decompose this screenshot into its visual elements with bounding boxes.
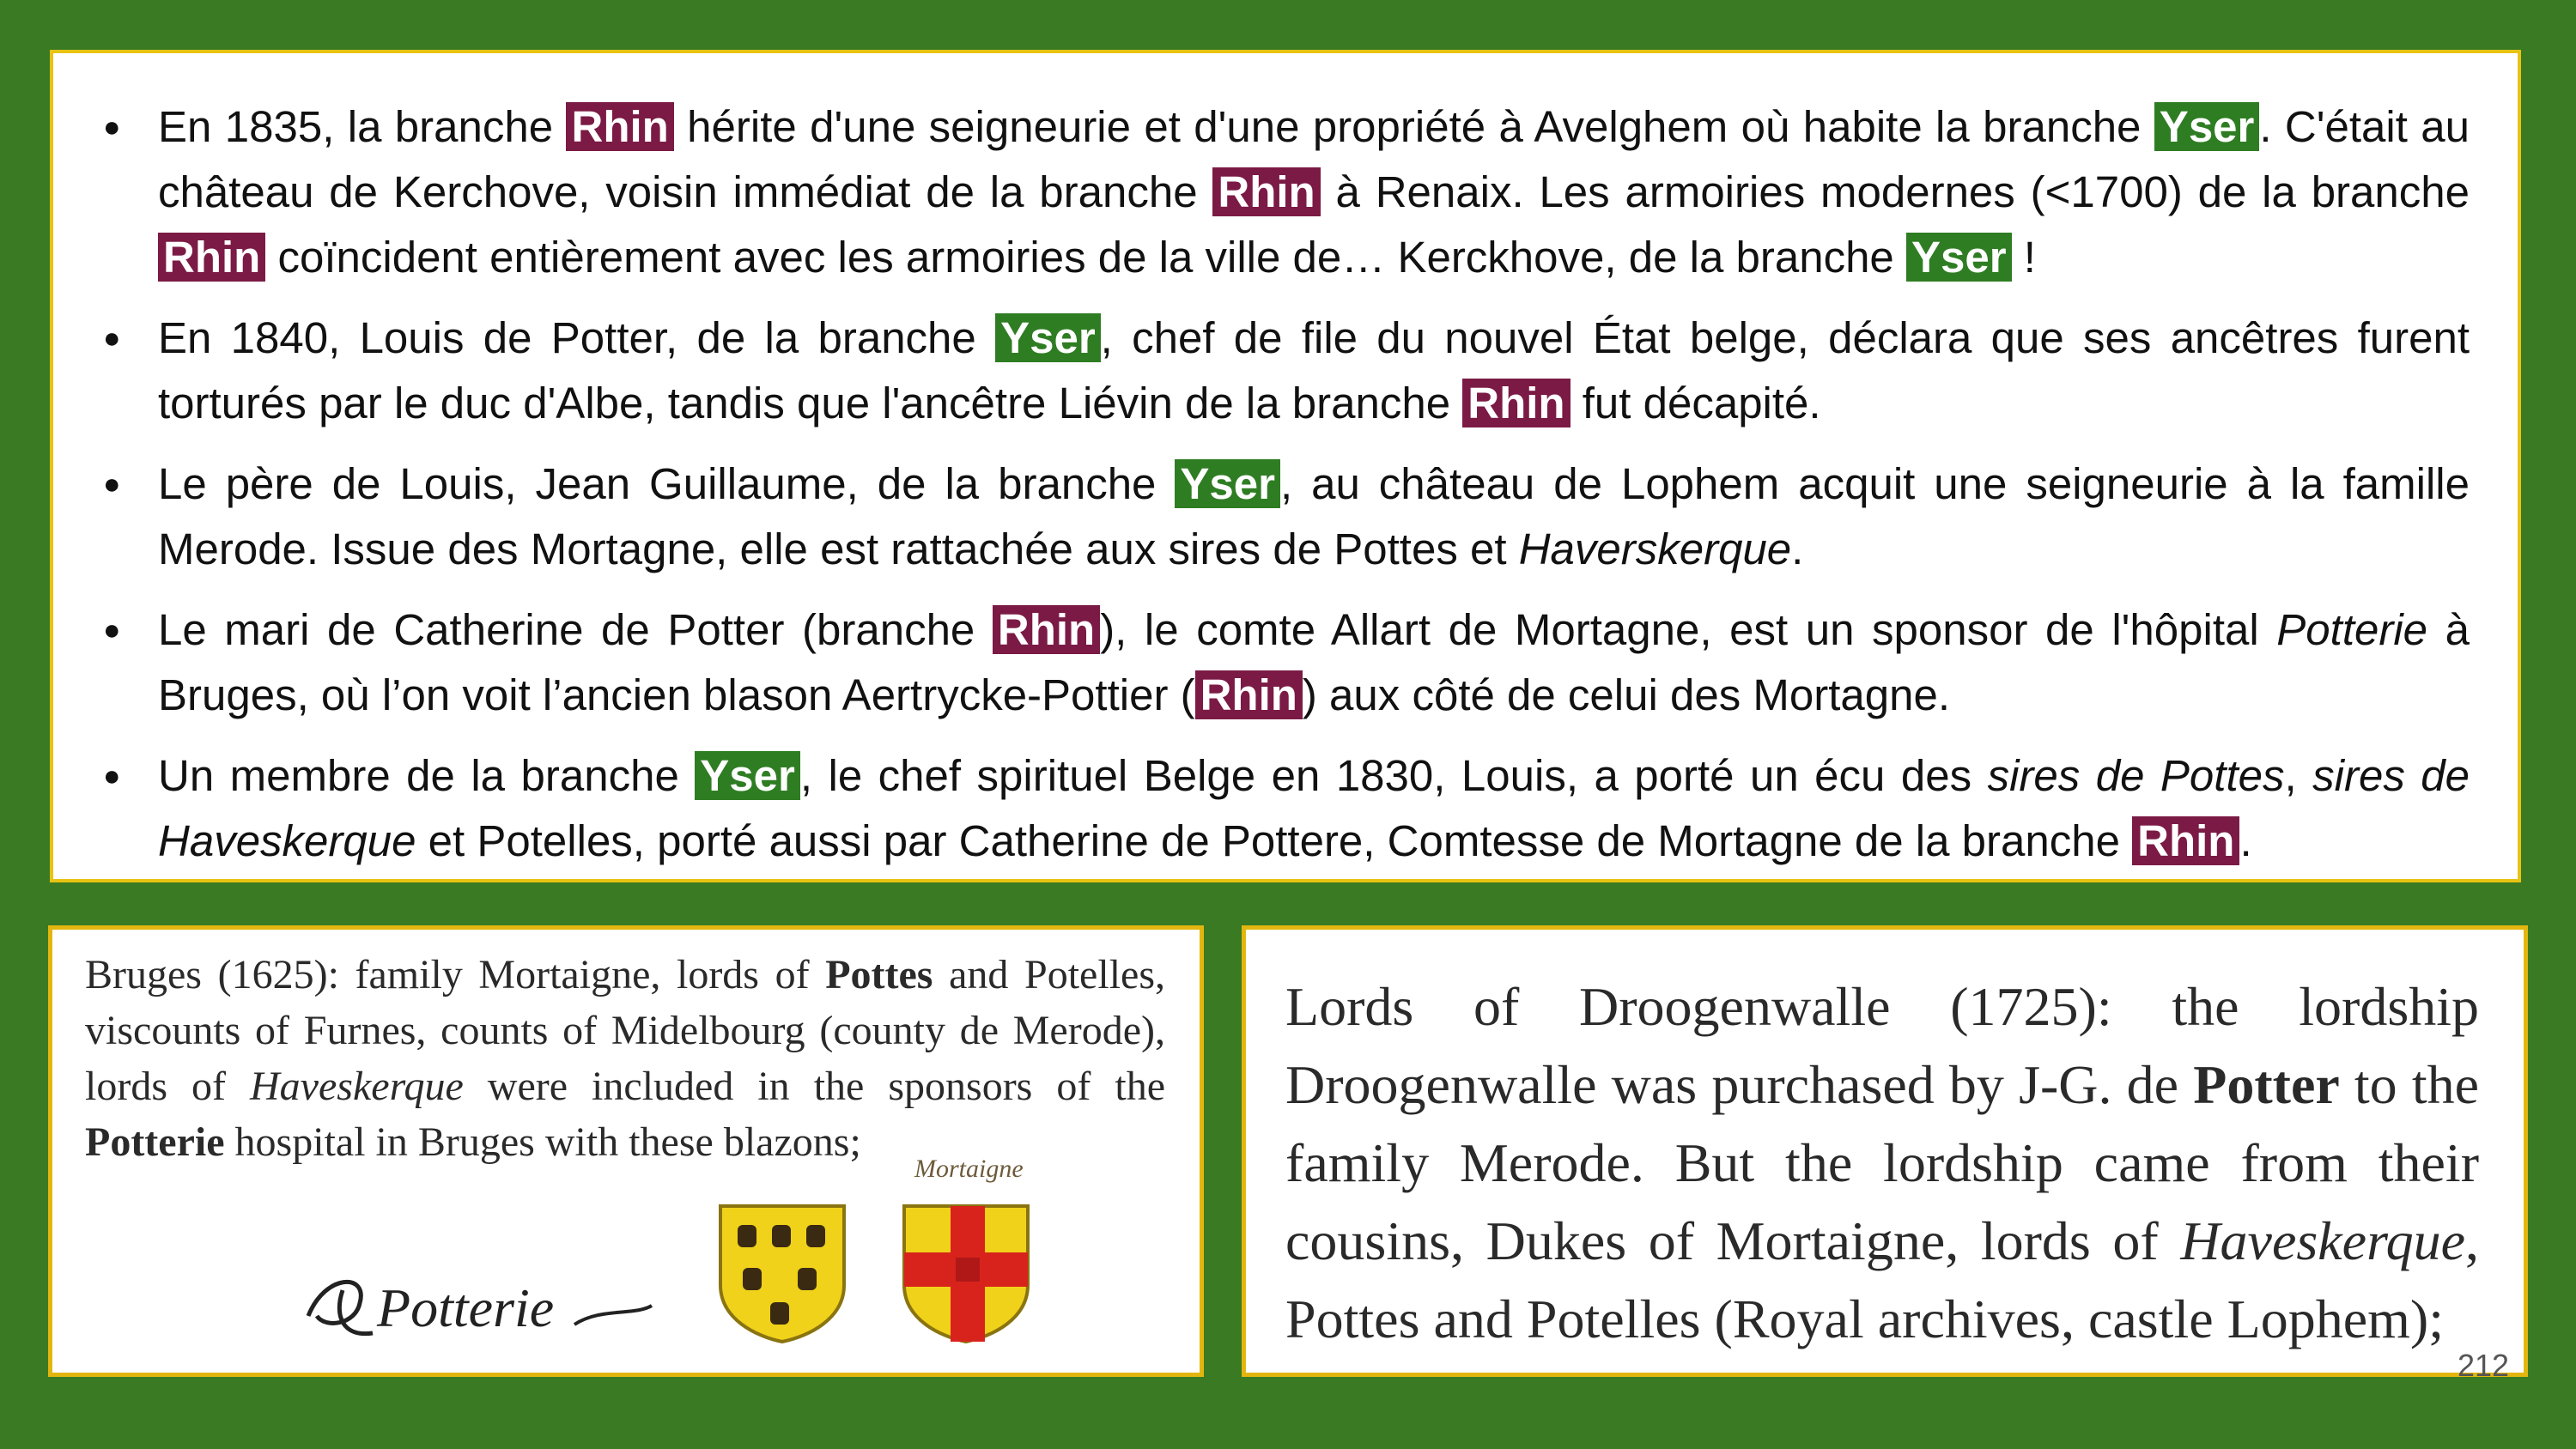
text-segment: , le chef spirituel Belge en 1830, Louis, a porté un écu des xyxy=(799,751,1988,800)
bullet-list xyxy=(96,94,2470,874)
italic-text: Potterie xyxy=(2276,605,2428,654)
droogenwalle-excerpt-panel xyxy=(1242,925,2528,1377)
text-segment: et Potelles, porté aussi par Catherine de Pottere, Comtesse de Mortagne de la branche xyxy=(416,816,2133,865)
text-segment: hérite d'une seigneurie et d'une propriété à Avelghem où habite la branche xyxy=(673,102,2154,151)
bullet-text-box xyxy=(50,50,2521,882)
bold-text: Potterie xyxy=(85,1119,225,1165)
potterie-signature-text: Potterie xyxy=(377,1277,555,1338)
text-segment: Le mari de Catherine de Potter (branche xyxy=(158,605,993,654)
bruges-quote xyxy=(85,947,1165,1170)
bold-text: Potter xyxy=(2193,1054,2340,1115)
branch-tag-yser: Yser xyxy=(1906,233,2012,282)
text-segment: ! xyxy=(2011,233,2036,282)
italic-text: sires de Haveskerque xyxy=(158,751,2470,865)
text-segment: were included in the sponsors of the xyxy=(463,1064,1166,1109)
mortaigne-coat-of-arms-icon xyxy=(897,1199,1035,1345)
italic-text: Haveskerque xyxy=(250,1064,464,1109)
text-segment: Lords of Droogenwalle (1725): the lordship Droogenwalle was purchased by J-G. de xyxy=(1285,976,2479,1115)
branch-tag-yser: Yser xyxy=(1175,459,1280,508)
italic-text: Haveskerque xyxy=(2180,1210,2465,1271)
bruges-excerpt-panel xyxy=(48,925,1204,1377)
italic-text: Haverskerque xyxy=(1518,524,1792,573)
branch-tag-yser: Yser xyxy=(995,313,1101,362)
potter-coat-of-arms-icon xyxy=(714,1199,851,1345)
bullet-item xyxy=(96,94,2470,290)
bullet-item xyxy=(96,306,2470,436)
mortaigne-caption: Mortaigne xyxy=(914,1155,1024,1183)
text-segment: and Potelles, viscounts of Furnes, counts of Midelbourg (county de Merode), lords of xyxy=(85,952,1166,1109)
text-segment: . xyxy=(2239,816,2252,865)
bold-text: Pottes xyxy=(825,952,933,997)
text-segment: Un membre de la branche xyxy=(158,751,696,800)
text-segment: En 1835, la branche xyxy=(158,102,567,151)
text-segment: à Renaix. Les armoiries modernes (<1700) de la branche xyxy=(1320,167,2470,216)
branch-tag-rhin: Rhin xyxy=(2132,816,2239,865)
text-segment: coïncident entièrement avec les armoiries de la ville de… Kerckhove, de la branche xyxy=(265,233,1906,282)
branch-tag-yser: Yser xyxy=(695,751,800,800)
text-segment: hospital in Bruges with these blazons; xyxy=(224,1119,861,1165)
bullet-item xyxy=(96,452,2470,582)
text-segment: à Bruges, où l’on voit l’ancien blason Aertrycke-Pottier ( xyxy=(158,605,2470,719)
text-segment: , au château de Lophem acquit une seigneurie à la famille Merode. Issue des Mortagne, elle est rattachée aux sires de Pottes et xyxy=(158,459,2470,573)
text-segment: . C'était au château de Kerchove, voisin immédiat de la branche xyxy=(158,102,2470,216)
bullet-item xyxy=(96,743,2470,874)
text-segment: , xyxy=(2284,751,2313,800)
text-segment: fut décapité. xyxy=(1570,379,1821,427)
branch-tag-rhin: Rhin xyxy=(1462,379,1570,427)
branch-tag-yser: Yser xyxy=(2154,102,2260,151)
text-segment: Bruges (1625): family Mortaigne, lords of xyxy=(85,952,826,997)
branch-tag-rhin: Rhin xyxy=(158,233,265,282)
text-segment: . xyxy=(1791,524,1804,573)
text-segment: Le père de Louis, Jean Guillaume, de la branche xyxy=(158,459,1176,508)
branch-tag-rhin: Rhin xyxy=(1212,167,1320,216)
potterie-signature-image xyxy=(291,1256,660,1350)
droogenwalle-quote xyxy=(1285,967,2479,1358)
branch-tag-rhin: Rhin xyxy=(993,605,1100,654)
text-segment: ), le comte Allart de Mortagne, est un sponsor de l'hôpital xyxy=(1100,605,2277,654)
page-number: 212 xyxy=(2458,1348,2510,1383)
branch-tag-rhin: Rhin xyxy=(566,102,673,151)
italic-text: sires de Pottes xyxy=(1987,751,2285,800)
text-segment: En 1840, Louis de Potter, de la branche xyxy=(158,313,996,362)
branch-tag-rhin: Rhin xyxy=(1195,670,1303,719)
text-segment: ) aux côté de celui des Mortagne. xyxy=(1302,670,1950,719)
text-segment: , Pottes and Potelles (Royal archives, castle Lophem); xyxy=(1285,1210,2479,1349)
bullet-item xyxy=(96,597,2470,728)
text-segment: , chef de file du nouvel État belge, déclara que ses ancêtres furent torturés par le duc d'Albe, tandis que l'ancêtre Liévin de la branche xyxy=(158,313,2470,427)
text-segment: to the family Merode. But the lordship came from their cousins, Dukes of Mortaigne, lords of xyxy=(1285,1054,2480,1271)
